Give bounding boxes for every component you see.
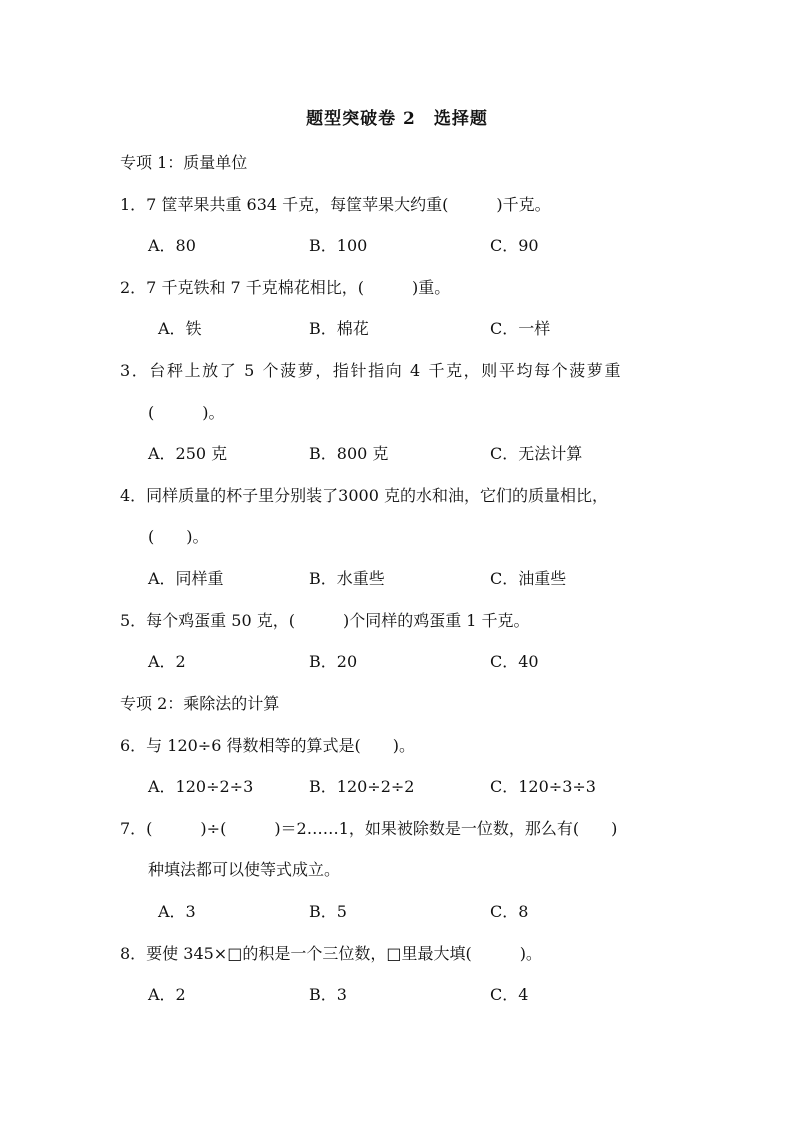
section-heading-2: 专项 2：乘除法的计算 xyxy=(120,694,280,713)
question-7-option-c: C．8 xyxy=(490,902,529,921)
question-8-option-a: A．2 xyxy=(148,985,186,1004)
question-1-option-c: C．90 xyxy=(490,236,539,255)
question-3-stem-continued: ( )。 xyxy=(148,403,225,422)
question-6-stem: 6．与 120÷6 得数相等的算式是( )。 xyxy=(120,736,415,755)
question-1-option-a: A．80 xyxy=(148,236,196,255)
question-8-option-b: B．3 xyxy=(309,985,347,1004)
question-5-option-b: B．20 xyxy=(309,652,358,671)
question-1-option-b: B．100 xyxy=(309,236,368,255)
question-7-stem: 7．( )÷( )＝2……1，如果被除数是一位数，那么有( ) xyxy=(120,819,618,838)
question-5-option-a: A．2 xyxy=(148,652,186,671)
question-6-option-a: A．120÷2÷3 xyxy=(148,777,254,796)
question-8-option-c: C．4 xyxy=(490,985,529,1004)
question-8-stem: 8．要使 345×□的积是一个三位数，□里最大填( )。 xyxy=(120,944,542,963)
question-5-option-c: C．40 xyxy=(490,652,539,671)
question-2-option-b: B．棉花 xyxy=(309,319,369,338)
question-7-option-a: A．3 xyxy=(158,902,196,921)
page-title: 题型突破卷 2 选择题 xyxy=(306,109,488,129)
question-4-option-b: B．水重些 xyxy=(309,569,385,588)
question-7-option-b: B．5 xyxy=(309,902,347,921)
question-5-stem: 5．每个鸡蛋重 50 克，( )个同样的鸡蛋重 1 千克。 xyxy=(120,611,530,630)
question-4-stem-continued: ( )。 xyxy=(148,527,209,546)
question-6-option-b: B．120÷2÷2 xyxy=(309,777,415,796)
question-1-stem: 1．7 筐苹果共重 634 千克，每筐苹果大约重( )千克。 xyxy=(120,195,551,214)
question-6-option-c: C．120÷3÷3 xyxy=(490,777,596,796)
question-2-stem: 2．7 千克铁和 7 千克棉花相比，( )重。 xyxy=(120,278,451,297)
question-3-option-a: A．250 克 xyxy=(148,444,228,463)
question-4-option-a: A．同样重 xyxy=(148,569,224,588)
question-3-option-b: B．800 克 xyxy=(309,444,389,463)
question-7-stem-continued: 种填法都可以使等式成立。 xyxy=(148,860,341,879)
section-heading-1: 专项 1：质量单位 xyxy=(120,153,248,172)
question-2-option-c: C．一样 xyxy=(490,319,551,338)
question-3-option-c: C．无法计算 xyxy=(490,444,583,463)
question-4-option-c: C．油重些 xyxy=(490,569,567,588)
question-3-stem: 3．台秤上放了 5 个菠萝，指针指向 4 千克，则平均每个菠萝重 xyxy=(120,361,623,380)
question-2-option-a: A．铁 xyxy=(158,319,202,338)
question-4-stem: 4．同样质量的杯子里分别装了3000 克的水和油，它们的质量相比， xyxy=(120,486,608,505)
